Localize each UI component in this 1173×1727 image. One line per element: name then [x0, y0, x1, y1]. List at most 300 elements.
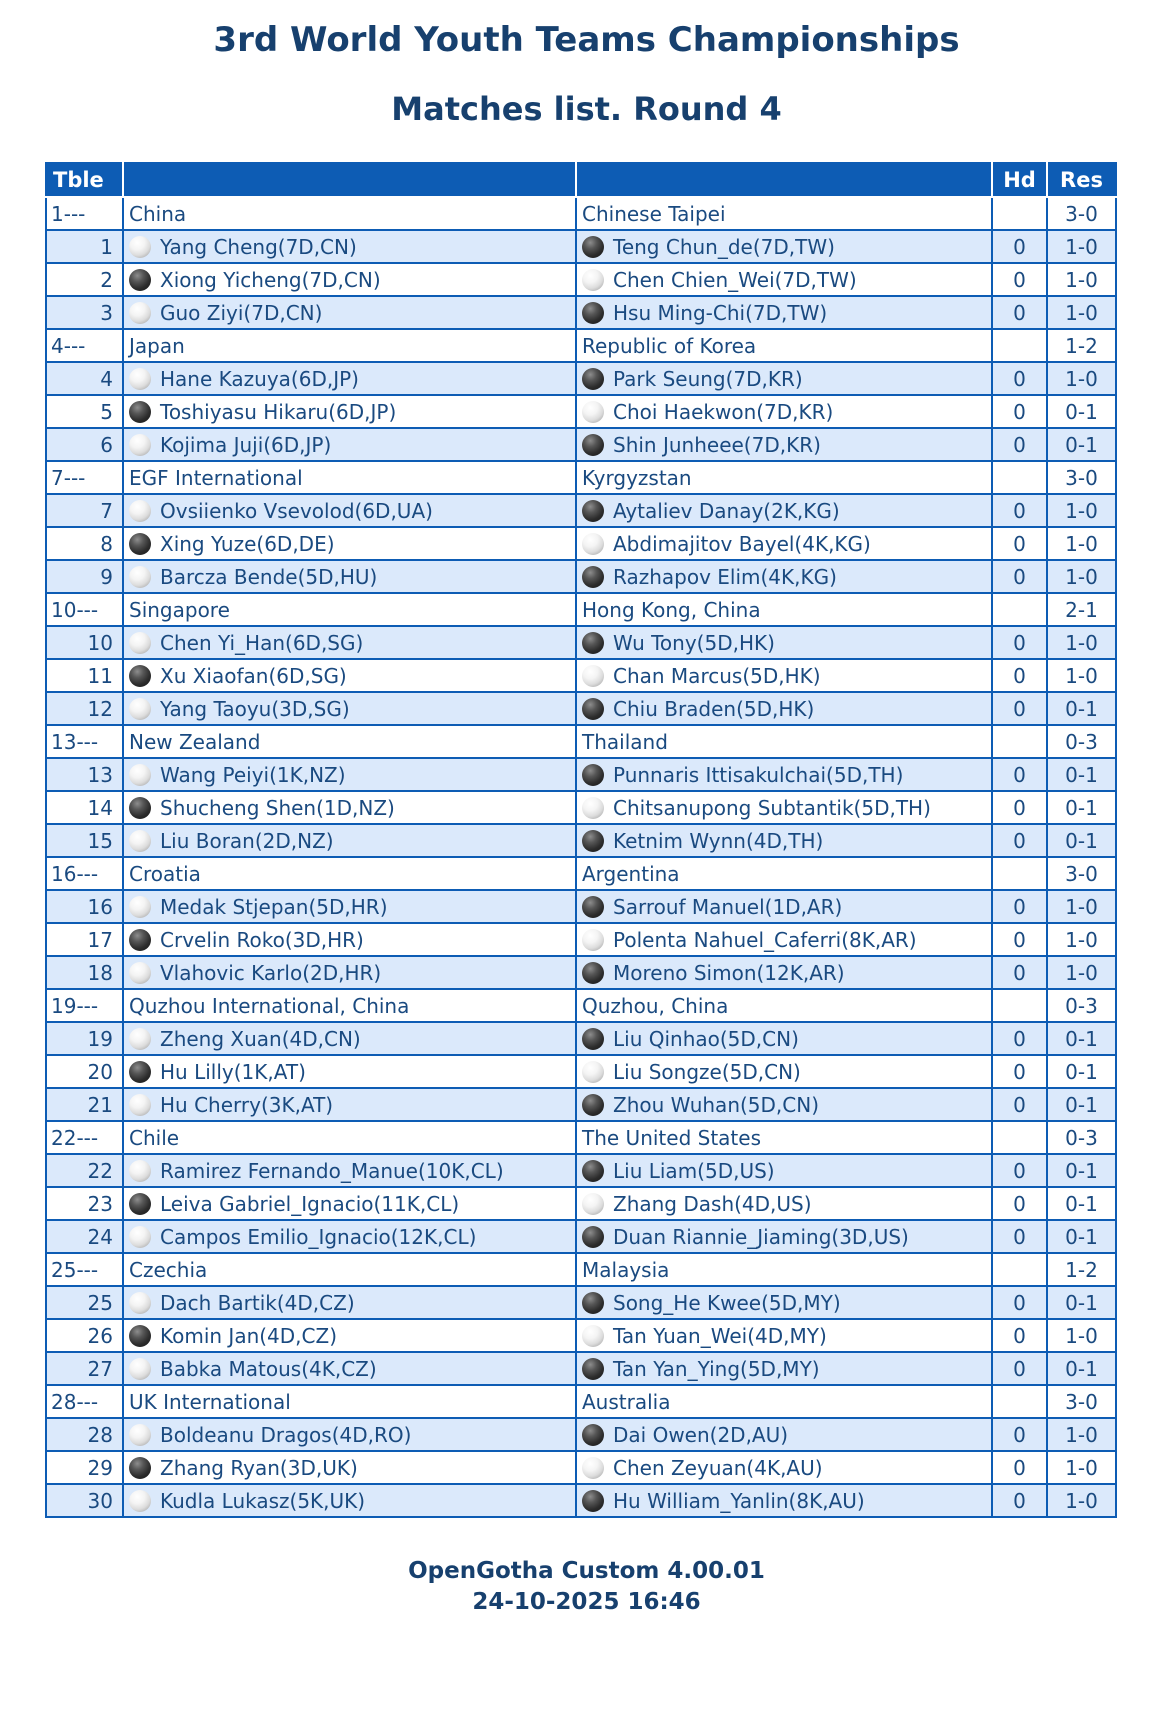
white-stone-icon: [129, 632, 151, 654]
right-player: [576, 956, 992, 989]
board-result: 1-0: [1047, 1451, 1116, 1484]
handicap-value: 0: [992, 296, 1047, 329]
board-result: 0-1: [1047, 1022, 1116, 1055]
right-player: [576, 1022, 992, 1055]
white-stone-icon: [129, 1226, 151, 1248]
board-game-row: [46, 923, 1116, 956]
black-stone-icon: [129, 665, 151, 687]
right-team-name: Argentina: [576, 857, 992, 890]
white-stone-icon: [129, 1490, 151, 1512]
player-name: Zhou Wuhan(5D,CN): [613, 1092, 820, 1117]
board-number: 25: [46, 1286, 123, 1319]
player-name: Chen Chien_Wei(7D,TW): [613, 267, 857, 292]
left-player: [123, 1451, 576, 1484]
black-stone-icon: [582, 1490, 604, 1512]
team-hd-cell: [992, 857, 1047, 890]
player-name: Shucheng Shen(1D,NZ): [160, 795, 395, 820]
board-number: 20: [46, 1055, 123, 1088]
team-result: 1-2: [1047, 329, 1116, 362]
team-match-row: [46, 1385, 1116, 1418]
team-hd-cell: [992, 1253, 1047, 1286]
right-player: [576, 1220, 992, 1253]
black-stone-icon: [582, 500, 604, 522]
black-stone-icon: [582, 764, 604, 786]
player-name: Song_He Kwee(5D,MY): [613, 1290, 841, 1315]
white-stone-icon: [129, 962, 151, 984]
white-stone-icon: [129, 830, 151, 852]
board-number: 13: [46, 758, 123, 791]
black-stone-icon: [582, 434, 604, 456]
white-stone-icon: [582, 1457, 604, 1479]
board-number: 4: [46, 362, 123, 395]
right-player: [576, 494, 992, 527]
right-player: [576, 1319, 992, 1352]
left-team-name: Japan: [123, 329, 576, 362]
right-player: [576, 758, 992, 791]
board-game-row: [46, 230, 1116, 263]
board-game-row: [46, 296, 1116, 329]
player-name: Yang Taoyu(3D,SG): [160, 696, 350, 721]
right-player: [576, 428, 992, 461]
board-result: 1-0: [1047, 1484, 1116, 1517]
left-team-name: Chile: [123, 1121, 576, 1154]
white-stone-icon: [129, 566, 151, 588]
right-player: [576, 1418, 992, 1451]
black-stone-icon: [129, 1061, 151, 1083]
board-number: 10: [46, 626, 123, 659]
right-player: [576, 230, 992, 263]
handicap-value: 0: [992, 791, 1047, 824]
left-team-name: EGF International: [123, 461, 576, 494]
player-name: Liu Boran(2D,NZ): [160, 828, 334, 853]
white-stone-icon: [582, 401, 604, 423]
black-stone-icon: [582, 896, 604, 918]
player-name: Hu Lilly(1K,AT): [160, 1059, 306, 1084]
board-result: 1-0: [1047, 659, 1116, 692]
handicap-value: 0: [992, 1187, 1047, 1220]
team-table-number: 10---: [46, 593, 123, 626]
board-game-row: [46, 527, 1116, 560]
player-name: Chiu Braden(5D,HK): [613, 696, 815, 721]
report-footer: [0, 1556, 1173, 1618]
white-stone-icon: [582, 929, 604, 951]
player-name: Xing Yuze(6D,DE): [160, 531, 335, 556]
player-name: Teng Chun_de(7D,TW): [613, 234, 835, 259]
white-stone-icon: [129, 236, 151, 258]
white-stone-icon: [129, 1094, 151, 1116]
team-result: 3-0: [1047, 1385, 1116, 1418]
right-player: [576, 1187, 992, 1220]
handicap-value: 0: [992, 362, 1047, 395]
team-result: 2-1: [1047, 593, 1116, 626]
board-game-row: [46, 1220, 1116, 1253]
column-header-hd: Hd: [992, 163, 1047, 197]
team-match-row: [46, 461, 1116, 494]
right-player: [576, 527, 992, 560]
player-name: Ketnim Wynn(4D,TH): [613, 828, 824, 853]
team-table-number: 28---: [46, 1385, 123, 1418]
player-name: Park Seung(7D,KR): [613, 366, 803, 391]
black-stone-icon: [582, 1424, 604, 1446]
board-number: 28: [46, 1418, 123, 1451]
player-name: Razhapov Elim(4K,KG): [613, 564, 837, 589]
player-name: Sarrouf Manuel(1D,AR): [613, 894, 843, 919]
board-number: 26: [46, 1319, 123, 1352]
white-stone-icon: [129, 698, 151, 720]
white-stone-icon: [129, 1358, 151, 1380]
board-game-row: [46, 395, 1116, 428]
right-player: [576, 1154, 992, 1187]
handicap-value: 0: [992, 1055, 1047, 1088]
player-name: Shin Junheee(7D,KR): [613, 432, 821, 457]
board-result: 1-0: [1047, 923, 1116, 956]
black-stone-icon: [582, 1358, 604, 1380]
player-name: Zhang Ryan(3D,UK): [160, 1455, 358, 1480]
left-player: [123, 1286, 576, 1319]
black-stone-icon: [129, 533, 151, 555]
player-name: Komin Jan(4D,CZ): [160, 1323, 338, 1348]
team-hd-cell: [992, 1121, 1047, 1154]
handicap-value: 0: [992, 923, 1047, 956]
team-match-row: [46, 1121, 1116, 1154]
player-name: Dai Owen(2D,AU): [613, 1422, 789, 1447]
board-game-row: [46, 626, 1116, 659]
left-player: [123, 1319, 576, 1352]
player-name: Ovsiienko Vsevolod(6D,UA): [160, 498, 433, 523]
handicap-value: 0: [992, 428, 1047, 461]
white-stone-icon: [129, 500, 151, 522]
board-number: 8: [46, 527, 123, 560]
right-player: [576, 1352, 992, 1385]
board-game-row: [46, 362, 1116, 395]
player-name: Punnaris Ittisakulchai(5D,TH): [613, 762, 904, 787]
board-result: 0-1: [1047, 1220, 1116, 1253]
handicap-value: 0: [992, 1286, 1047, 1319]
board-result: 0-1: [1047, 395, 1116, 428]
player-name: Wu Tony(5D,HK): [613, 630, 775, 655]
team-result: 3-0: [1047, 857, 1116, 890]
white-stone-icon: [582, 1061, 604, 1083]
left-player: [123, 824, 576, 857]
white-stone-icon: [582, 665, 604, 687]
board-game-row: [46, 692, 1116, 725]
white-stone-icon: [129, 1028, 151, 1050]
white-stone-icon: [129, 896, 151, 918]
handicap-value: 0: [992, 956, 1047, 989]
left-player: [123, 923, 576, 956]
table-header-row: [46, 163, 1116, 197]
white-stone-icon: [582, 533, 604, 555]
white-stone-icon: [129, 1160, 151, 1182]
board-game-row: [46, 1154, 1116, 1187]
team-result: 0-3: [1047, 725, 1116, 758]
player-name: Crvelin Roko(3D,HR): [160, 927, 364, 952]
player-name: Hu Cherry(3K,AT): [160, 1092, 334, 1117]
left-player: [123, 758, 576, 791]
right-player: [576, 626, 992, 659]
player-name: Toshiyasu Hikaru(6D,JP): [160, 399, 397, 424]
board-game-row: [46, 956, 1116, 989]
player-name: Leiva Gabriel_Ignacio(11K,CL): [160, 1191, 460, 1216]
black-stone-icon: [129, 1325, 151, 1347]
player-name: Chen Yi_Han(6D,SG): [160, 630, 364, 655]
handicap-value: 0: [992, 692, 1047, 725]
left-team-name: UK International: [123, 1385, 576, 1418]
player-name: Chan Marcus(5D,HK): [613, 663, 821, 688]
board-result: 0-1: [1047, 1286, 1116, 1319]
team-result: 1-2: [1047, 1253, 1116, 1286]
board-number: 11: [46, 659, 123, 692]
black-stone-icon: [582, 236, 604, 258]
board-game-row: [46, 560, 1116, 593]
right-player: [576, 1451, 992, 1484]
handicap-value: 0: [992, 758, 1047, 791]
left-team-name: China: [123, 197, 576, 230]
player-name: Moreno Simon(12K,AR): [613, 960, 845, 985]
board-result: 0-1: [1047, 1088, 1116, 1121]
board-result: 1-0: [1047, 494, 1116, 527]
board-result: 1-0: [1047, 296, 1116, 329]
player-name: Zhang Dash(4D,US): [613, 1191, 812, 1216]
left-player: [123, 1352, 576, 1385]
board-number: 23: [46, 1187, 123, 1220]
board-result: 0-1: [1047, 824, 1116, 857]
black-stone-icon: [582, 566, 604, 588]
board-game-row: [46, 1055, 1116, 1088]
left-player: [123, 428, 576, 461]
white-stone-icon: [129, 1292, 151, 1314]
player-name: Kudla Lukasz(5K,UK): [160, 1488, 366, 1513]
team-result: 0-3: [1047, 1121, 1116, 1154]
board-game-row: [46, 1088, 1116, 1121]
black-stone-icon: [582, 632, 604, 654]
black-stone-icon: [129, 929, 151, 951]
board-game-row: [46, 1187, 1116, 1220]
player-name: Dach Bartik(4D,CZ): [160, 1290, 355, 1315]
left-player: [123, 395, 576, 428]
team-match-row: [46, 1253, 1116, 1286]
black-stone-icon: [582, 1226, 604, 1248]
left-player: [123, 1055, 576, 1088]
handicap-value: 0: [992, 626, 1047, 659]
team-match-row: [46, 857, 1116, 890]
handicap-value: 0: [992, 1484, 1047, 1517]
black-stone-icon: [582, 830, 604, 852]
black-stone-icon: [129, 1457, 151, 1479]
board-number: 12: [46, 692, 123, 725]
board-number: 17: [46, 923, 123, 956]
board-result: 0-1: [1047, 428, 1116, 461]
handicap-value: 0: [992, 659, 1047, 692]
white-stone-icon: [582, 1193, 604, 1215]
player-name: Medak Stjepan(5D,HR): [160, 894, 388, 919]
left-player: [123, 230, 576, 263]
board-game-row: [46, 1022, 1116, 1055]
page-title: 3rd World Youth Teams Championships: [213, 20, 960, 60]
board-number: 7: [46, 494, 123, 527]
player-name: Vlahovic Karlo(2D,HR): [160, 960, 382, 985]
team-table-number: 7---: [46, 461, 123, 494]
player-name: Xu Xiaofan(6D,SG): [160, 663, 347, 688]
team-result: 3-0: [1047, 197, 1116, 230]
player-name: Aytaliev Danay(2K,KG): [613, 498, 840, 523]
left-team-name: New Zealand: [123, 725, 576, 758]
board-result: 1-0: [1047, 560, 1116, 593]
board-game-row: [46, 1451, 1116, 1484]
board-number: 9: [46, 560, 123, 593]
board-result: 0-1: [1047, 1055, 1116, 1088]
team-table-number: 22---: [46, 1121, 123, 1154]
board-number: 30: [46, 1484, 123, 1517]
board-game-row: [46, 791, 1116, 824]
left-player: [123, 956, 576, 989]
right-team-name: Malaysia: [576, 1253, 992, 1286]
page-subtitle: Matches list. Round 4: [391, 90, 782, 128]
board-result: 1-0: [1047, 362, 1116, 395]
left-player: [123, 659, 576, 692]
handicap-value: 0: [992, 1220, 1047, 1253]
handicap-value: 0: [992, 824, 1047, 857]
player-name: Duan Riannie_Jiaming(3D,US): [613, 1224, 909, 1249]
player-name: Zheng Xuan(4D,CN): [160, 1026, 361, 1051]
board-result: 0-1: [1047, 692, 1116, 725]
black-stone-icon: [582, 1028, 604, 1050]
player-name: Tan Yan_Ying(5D,MY): [613, 1356, 820, 1381]
player-name: Babka Matous(4K,CZ): [160, 1356, 377, 1381]
board-result: 1-0: [1047, 1418, 1116, 1451]
player-name: Barcza Bende(5D,HU): [160, 564, 378, 589]
black-stone-icon: [129, 1193, 151, 1215]
player-name: Abdimajitov Bayel(4K,KG): [613, 531, 871, 556]
white-stone-icon: [129, 1424, 151, 1446]
left-player: [123, 791, 576, 824]
black-stone-icon: [582, 1292, 604, 1314]
player-name: Yang Cheng(7D,CN): [160, 234, 357, 259]
right-team-name: Australia: [576, 1385, 992, 1418]
right-player: [576, 395, 992, 428]
board-game-row: [46, 758, 1116, 791]
handicap-value: 0: [992, 1154, 1047, 1187]
left-player: [123, 1418, 576, 1451]
white-stone-icon: [582, 1325, 604, 1347]
handicap-value: 0: [992, 560, 1047, 593]
handicap-value: 0: [992, 1022, 1047, 1055]
player-name: Chitsanupong Subtantik(5D,TH): [613, 795, 931, 820]
board-number: 24: [46, 1220, 123, 1253]
black-stone-icon: [582, 302, 604, 324]
board-result: 0-1: [1047, 1352, 1116, 1385]
white-stone-icon: [582, 269, 604, 291]
board-result: 0-1: [1047, 758, 1116, 791]
right-player: [576, 1484, 992, 1517]
board-number: 14: [46, 791, 123, 824]
right-player: [576, 923, 992, 956]
left-player: [123, 560, 576, 593]
board-result: 1-0: [1047, 626, 1116, 659]
player-name: Liu Qinhao(5D,CN): [613, 1026, 799, 1051]
board-game-row: [46, 428, 1116, 461]
right-player: [576, 560, 992, 593]
handicap-value: 0: [992, 395, 1047, 428]
left-player: [123, 263, 576, 296]
generator-version: OpenGotha Custom 4.00.01: [408, 1558, 765, 1584]
board-game-row: [46, 1319, 1116, 1352]
team-table-number: 25---: [46, 1253, 123, 1286]
player-name: Choi Haekwon(7D,KR): [613, 399, 834, 424]
handicap-value: 0: [992, 1088, 1047, 1121]
left-player: [123, 626, 576, 659]
handicap-value: 0: [992, 263, 1047, 296]
left-team-name: Singapore: [123, 593, 576, 626]
team-hd-cell: [992, 461, 1047, 494]
handicap-value: 0: [992, 1352, 1047, 1385]
handicap-value: 0: [992, 890, 1047, 923]
left-player: [123, 1220, 576, 1253]
right-player: [576, 296, 992, 329]
team-match-row: [46, 725, 1116, 758]
handicap-value: 0: [992, 230, 1047, 263]
generation-timestamp: 24-10-2025 16:46: [472, 1589, 701, 1616]
board-result: 0-1: [1047, 791, 1116, 824]
board-game-row: [46, 824, 1116, 857]
board-game-row: [46, 890, 1116, 923]
right-player: [576, 1055, 992, 1088]
team-table-number: 16---: [46, 857, 123, 890]
player-name: Campos Emilio_Ignacio(12K,CL): [160, 1224, 477, 1249]
board-result: 0-1: [1047, 1187, 1116, 1220]
player-name: Ramirez Fernando_Manue(10K,CL): [160, 1158, 504, 1183]
board-game-row: [46, 1286, 1116, 1319]
player-name: Tan Yuan_Wei(4D,MY): [613, 1323, 827, 1348]
handicap-value: 0: [992, 494, 1047, 527]
white-stone-icon: [129, 368, 151, 390]
team-match-row: [46, 329, 1116, 362]
black-stone-icon: [582, 1160, 604, 1182]
matches-table-body: [46, 197, 1116, 1517]
left-team-name: Czechia: [123, 1253, 576, 1286]
team-hd-cell: [992, 725, 1047, 758]
board-result: 0-1: [1047, 1154, 1116, 1187]
right-team-name: Thailand: [576, 725, 992, 758]
board-result: 1-0: [1047, 1319, 1116, 1352]
left-player: [123, 692, 576, 725]
board-game-row: [46, 1418, 1116, 1451]
right-player: [576, 692, 992, 725]
board-number: 27: [46, 1352, 123, 1385]
team-hd-cell: [992, 329, 1047, 362]
right-player: [576, 890, 992, 923]
right-player: [576, 659, 992, 692]
player-name: Kojima Juji(6D,JP): [160, 432, 332, 457]
board-game-row: [46, 494, 1116, 527]
black-stone-icon: [129, 269, 151, 291]
board-result: 1-0: [1047, 890, 1116, 923]
left-player: [123, 296, 576, 329]
player-name: Boldeanu Dragos(4D,RO): [160, 1422, 412, 1447]
left-team-name: Croatia: [123, 857, 576, 890]
white-stone-icon: [129, 764, 151, 786]
right-team-name: Kyrgyzstan: [576, 461, 992, 494]
board-result: 1-0: [1047, 956, 1116, 989]
right-team-name: Republic of Korea: [576, 329, 992, 362]
column-header-left-player: [123, 163, 576, 197]
white-stone-icon: [129, 302, 151, 324]
player-name: Xiong Yicheng(7D,CN): [160, 267, 381, 292]
black-stone-icon: [582, 698, 604, 720]
column-header-res: Res: [1047, 163, 1116, 197]
left-player: [123, 1187, 576, 1220]
player-name: Liu Liam(5D,US): [613, 1158, 775, 1183]
